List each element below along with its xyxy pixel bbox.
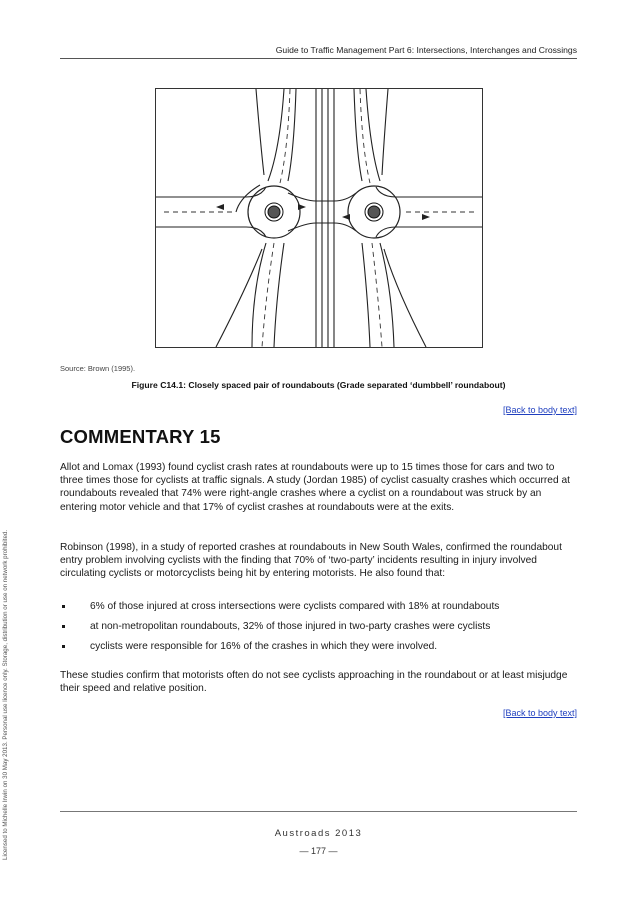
footer-organisation: Austroads 2013 [274, 828, 363, 839]
figure-source: Source: Brown (1995). [60, 364, 136, 373]
paragraph: Robinson (1998), in a study of reported crashes at roundabouts in New South Wales, confirmed the roundabout entry problem involving cyclists with the finding that 70% of ‘two-party’ incidents resulting in injury involved circulating cyclists or motorcyclists being hit by entering motorists. He also found that: [60, 542, 562, 580]
list-item [60, 600, 580, 620]
header-rule [60, 58, 577, 59]
dumbbell-roundabout-drawing [156, 89, 482, 347]
list-item-text: 6% of those injured at cross intersections were cyclists compared with 18% at roundabouts [90, 601, 500, 612]
list-item [60, 620, 580, 640]
bullet-icon [62, 625, 65, 628]
footer-rule [60, 811, 577, 812]
list-item-text: at non-metropolitan roundabouts, 32% of those injured in two-party crashes were cyclists [90, 621, 491, 632]
paragraph: Allot and Lomax (1993) found cyclist crash rates at roundabouts were up to 15 times those for cars and two to three times those for cyclists at traffic signals. A study (Jordan 1985) of cyclist casualty crashes which occurred at roundabouts revealed that 74% were right-angle crashes where a cyclist on a roundabout was struck by an entering motor vehicle and that 17% of cyclist crashes at roundabouts were at the exits. [60, 462, 570, 513]
bullet-icon [62, 605, 65, 608]
back-to-body-link[interactable]: [Back to body text] [502, 708, 577, 718]
list-item-text: cyclists were responsible for 16% of the crashes in which they were involved. [90, 641, 438, 652]
figure-roundabouts-diagram [155, 88, 483, 348]
figure-caption: Figure C14.1: Closely spaced pair of roundabouts (Grade separated ‘dumbbell’ roundabout) [131, 380, 506, 390]
bullet-icon [62, 645, 65, 648]
page-number: — 177 — [299, 846, 338, 856]
back-to-body-link[interactable]: [Back to body text] [502, 405, 577, 415]
section-heading: COMMENTARY 15 [60, 426, 221, 447]
bullet-list [60, 600, 580, 660]
licence-watermark: Licensed to Michelle Irwin on 30 May 2013. Personal use licence only. Storage, distribution or use on network prohibited. [2, 529, 9, 860]
running-header: Guide to Traffic Management Part 6: Intersections, Interchanges and Crossings [275, 45, 577, 55]
list-item [60, 640, 580, 660]
paragraph: These studies confirm that motorists often do not see cyclists approaching in the roundabout or at least misjudge their speed and relative position. [60, 670, 568, 695]
